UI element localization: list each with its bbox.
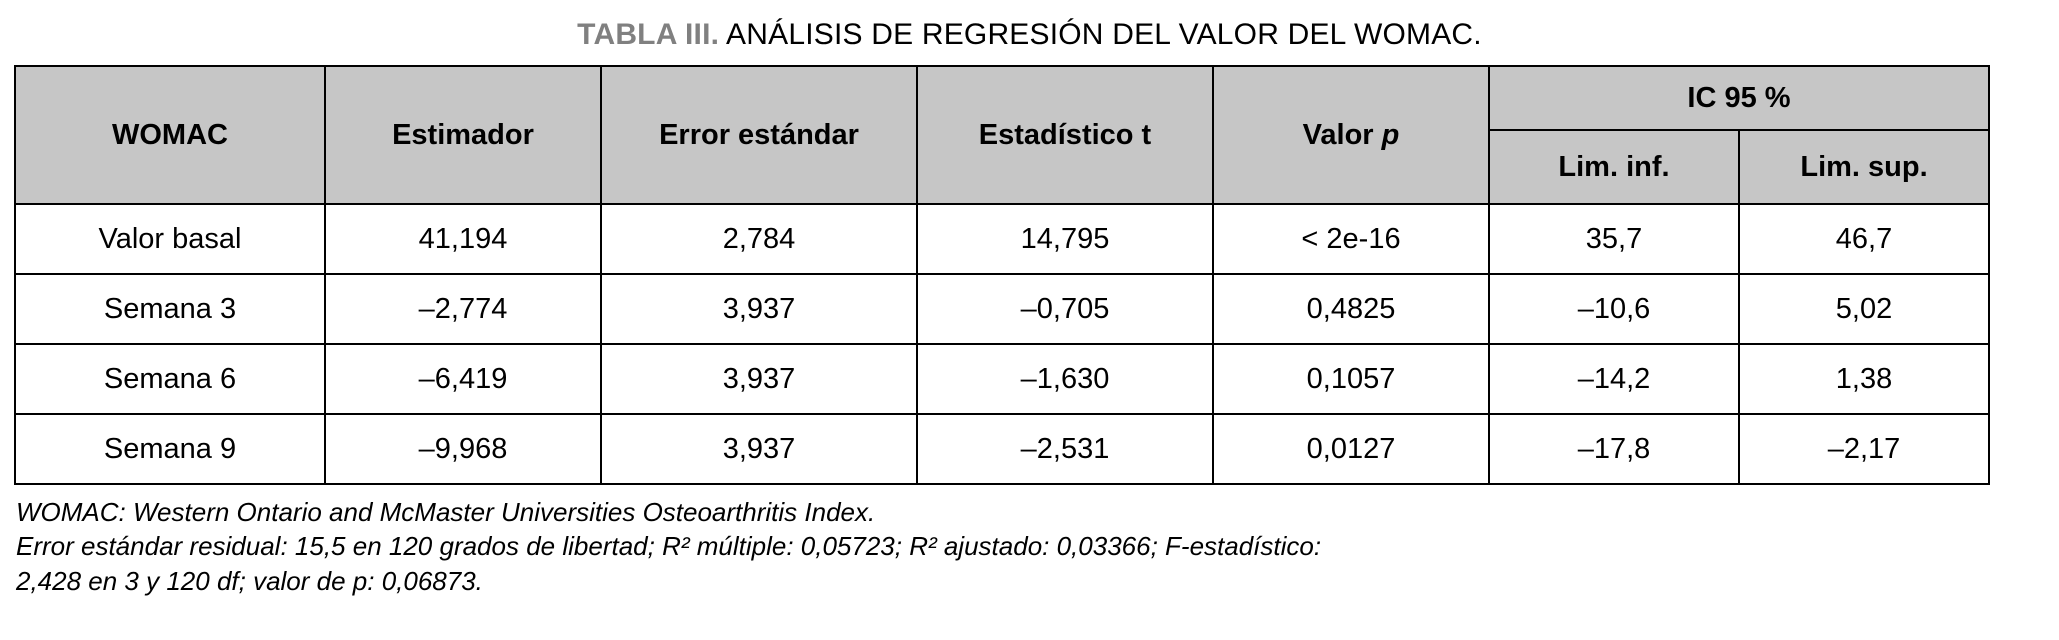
table-number-label: TABLA III.	[577, 18, 720, 51]
header-valor-p	[1213, 66, 1489, 204]
cell-womac: Semana 3	[15, 274, 325, 344]
cell-estimador: –9,968	[325, 414, 601, 484]
cell-p: 0,4825	[1213, 274, 1489, 344]
cell-estimador: 41,194	[325, 204, 601, 274]
cell-p: 0,0127	[1213, 414, 1489, 484]
header-valor-p-prefix: Valor	[1302, 118, 1382, 151]
cell-t: –0,705	[917, 274, 1213, 344]
table-body	[15, 204, 1989, 484]
footnote-abbreviation: WOMAC: Western Ontario and McMaster Universities Osteoarthritis Index.	[16, 497, 876, 527]
cell-lim-inf: –17,8	[1489, 414, 1739, 484]
cell-lim-inf: –10,6	[1489, 274, 1739, 344]
header-lim-inf: Lim. inf.	[1489, 130, 1739, 204]
table-title-text: ANÁLISIS DE REGRESIÓN DEL VALOR DEL WOMAC.	[726, 18, 1482, 51]
table-header	[15, 66, 1989, 204]
cell-t: –2,531	[917, 414, 1213, 484]
header-lim-sup: Lim. sup.	[1739, 130, 1989, 204]
regression-table	[14, 65, 1990, 485]
header-womac: WOMAC	[15, 66, 325, 204]
cell-error: 3,937	[601, 414, 917, 484]
header-error-estandar: Error estándar	[601, 66, 917, 204]
cell-womac: Semana 6	[15, 344, 325, 414]
cell-lim-sup: 1,38	[1739, 344, 1989, 414]
cell-lim-sup: 46,7	[1739, 204, 1989, 274]
cell-p: 0,1057	[1213, 344, 1489, 414]
cell-estimador: –6,419	[325, 344, 601, 414]
table-row	[15, 204, 1989, 274]
cell-womac: Semana 9	[15, 414, 325, 484]
cell-lim-inf: 35,7	[1489, 204, 1739, 274]
header-estadistico-t: Estadístico t	[917, 66, 1213, 204]
table-row	[15, 344, 1989, 414]
header-valor-p-symbol: p	[1381, 118, 1400, 151]
cell-t: –1,630	[917, 344, 1213, 414]
table-caption	[0, 0, 2059, 65]
table-footnotes	[16, 495, 2043, 598]
cell-estimador: –2,774	[325, 274, 601, 344]
cell-lim-inf: –14,2	[1489, 344, 1739, 414]
table-row	[15, 274, 1989, 344]
cell-womac: Valor basal	[15, 204, 325, 274]
cell-lim-sup: 5,02	[1739, 274, 1989, 344]
header-ic95: IC 95 %	[1489, 66, 1989, 130]
header-estimador: Estimador	[325, 66, 601, 204]
cell-t: 14,795	[917, 204, 1213, 274]
cell-error: 3,937	[601, 274, 917, 344]
table-row	[15, 414, 1989, 484]
header-row-1	[15, 66, 1989, 130]
footnote-statistics-line1: Error estándar residual: 15,5 en 120 grados de libertad; R² múltiple: 0,05723; R² ajustado: 0,03366; F-estadístico:	[16, 531, 1322, 562]
cell-p: < 2e-16	[1213, 204, 1489, 274]
cell-lim-sup: –2,17	[1739, 414, 1989, 484]
footnote-statistics-line2: 2,428 en 3 y 120 df; valor de p: 0,06873.	[16, 565, 483, 596]
cell-error: 3,937	[601, 344, 917, 414]
cell-error: 2,784	[601, 204, 917, 274]
